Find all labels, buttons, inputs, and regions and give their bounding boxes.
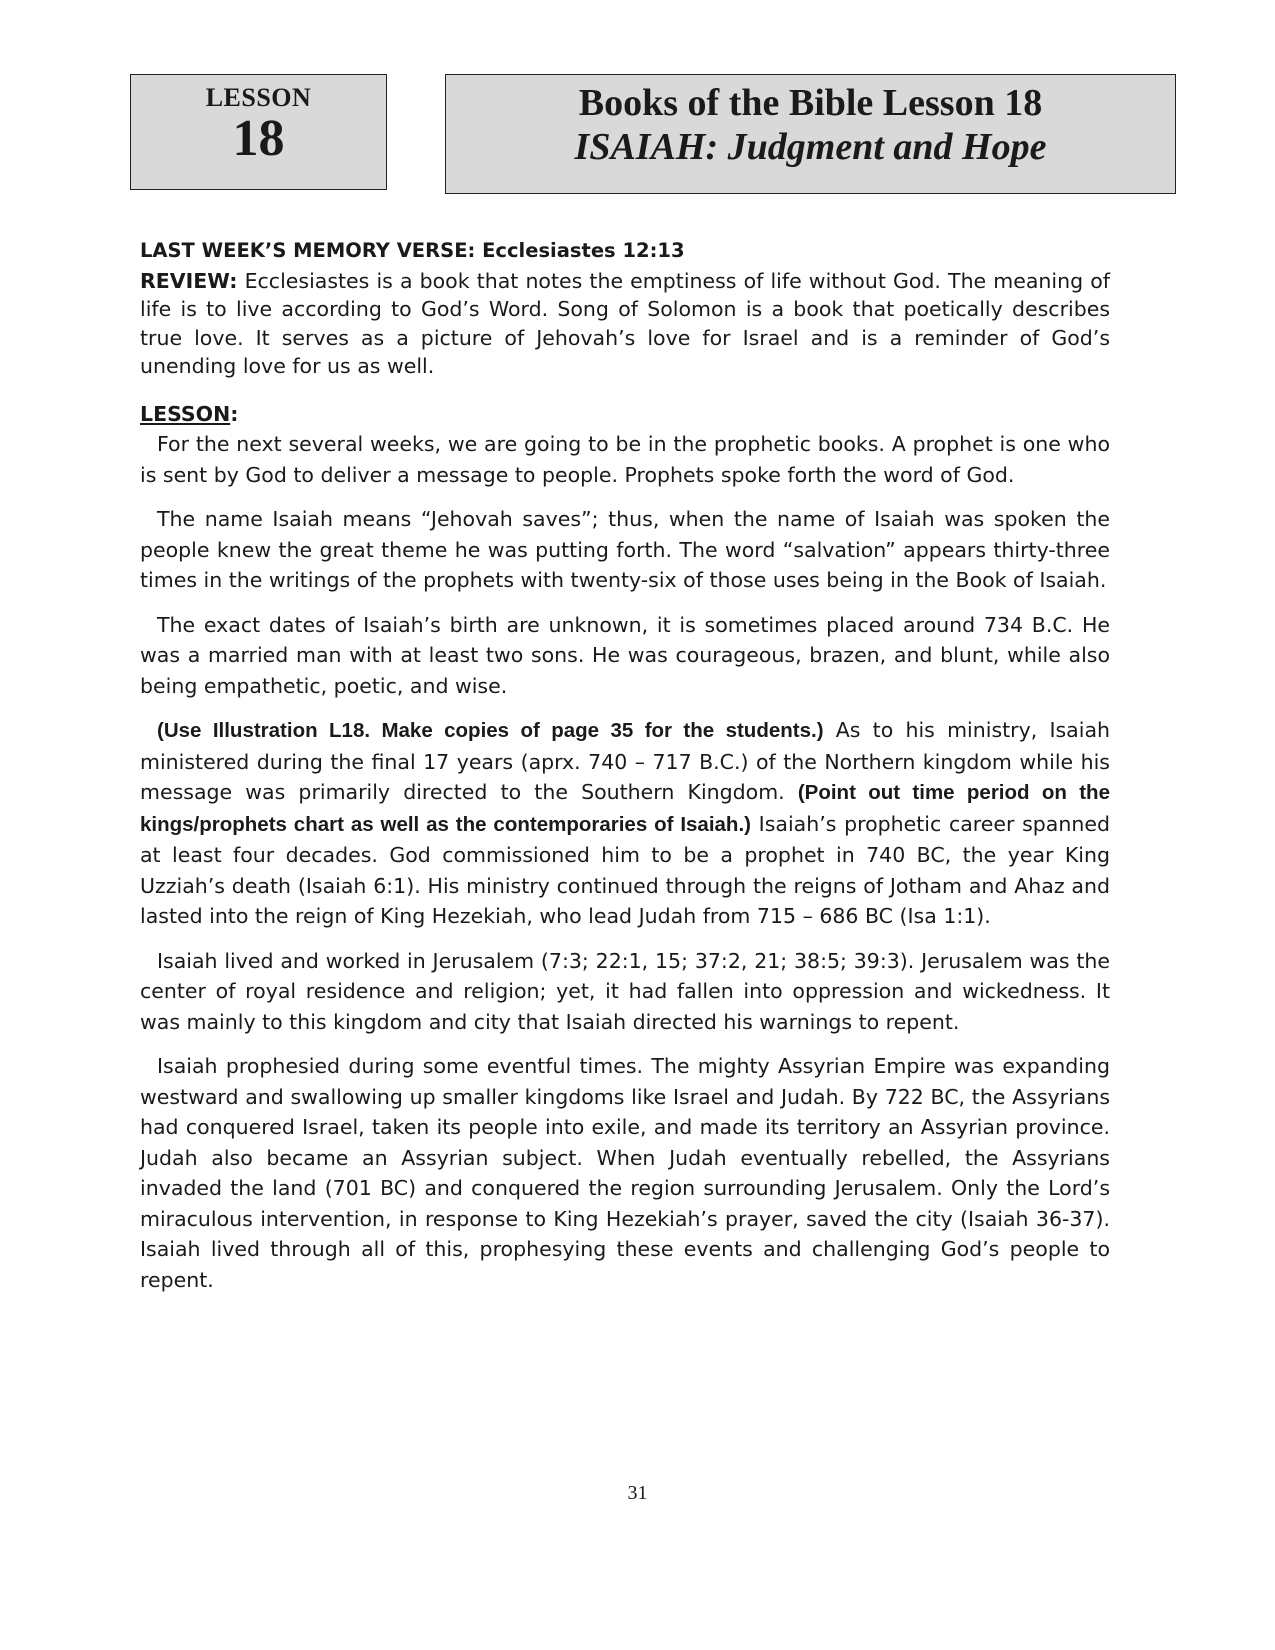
review-paragraph: [140, 267, 1110, 381]
lesson-paragraph-5: Isaiah lived and worked in Jerusalem (7:3; 22:1, 15; 37:2, 21; 38:5; 39:3). Jerusalem was the center of royal residence and religion; yet, it had fallen into oppression and wickedness. It was mainly to this kingdom and city that Isaiah directed his warnings to repent.: [140, 948, 1110, 1034]
lesson-heading: [140, 399, 1110, 430]
review-text: Ecclesiastes is a book that notes the emptiness of life without God. The meaning of life is to live according to God’s Word. Song of Solomon is a book that poetically describes true love. It serves as a picture of Jehovah’s love for Israel and is a reminder of God’s unending love for us as well.: [140, 268, 1110, 378]
lesson-paragraph-2: The name Isaiah means “Jehovah saves”; thus, when the name of Isaiah was spoken the people knew the great theme he was putting forth. The word “salvation” appears thirty-three times in the writings of the prophets with twenty-six of those uses being in the Book of Isaiah.: [140, 507, 1110, 592]
lesson-paragraph-6: Isaiah prophesied during some eventful times. The mighty Assyrian Empire was expanding westward and swallowing up smaller kingdoms like Israel and Judah. By 722 BC, the Assyrians had conquered Israel, taken its people into exile, and made its territory an Assyrian province. Judah also became an Assyrian subject. When Judah eventually rebelled, the Assyrians invaded the land (701 BC) and conquered the region surrounding Jerusalem. Only the Lord’s miraculous intervention, in response to King Hezekiah’s prayer, saved the city (Isaiah 36-37). Isaiah lived through all of this, prophesying these events and challenging God’s people to repent.: [140, 1054, 1110, 1292]
lesson-paragraph-3: The exact dates of Isaiah’s birth are unknown, it is sometimes placed around 734 B.C. He was a married man with at least two sons. He was courageous, brazen, and blunt, while also being empathetic, poetic, and wise.: [140, 612, 1110, 698]
career-text: Isaiah’s prophetic career spanned at least four decades. God commissioned him to be a prophet in 740 BC, the year King Uzziah’s death (Isaiah 6:1). His ministry continued through the reigns of Jotham and Ahaz and lasted into the reign of King Hezekiah, who lead Judah from 715 – 686 BC (Isa 1:1).: [140, 811, 1110, 928]
ministry-text: As to his ministry, Isaiah ministered during the final 17 years (aprx. 740 – 717 B.C.) of the Northern kingdom while his message was primarily directed to the Southern Kingdom.: [140, 718, 1110, 804]
document-body: [140, 236, 1110, 1295]
lesson-label: LESSON: [205, 83, 312, 112]
illustration-note: (Use Illustration L18. Make copies of page 35 for the students.): [157, 719, 824, 742]
lesson-paragraph-4: [140, 715, 1110, 932]
memory-verse: LAST WEEK’S MEMORY VERSE: Ecclesiastes 12:13: [140, 239, 685, 262]
lesson-number-box: [130, 74, 387, 190]
title-box: [445, 74, 1176, 194]
lesson-paragraph-1: For the next several weeks, we are going to be in the prophetic books. A prophet is one who is sent by God to deliver a message to people. Prophets spoke forth the word of God.: [140, 432, 1110, 487]
lesson-number: 18: [232, 110, 285, 167]
page-title: Books of the Bible Lesson 18: [578, 82, 1043, 124]
lesson-heading-colon: :: [230, 401, 239, 426]
review-label: REVIEW:: [140, 268, 238, 293]
lesson-heading-text: LESSON: [140, 401, 231, 426]
page-subtitle: ISAIAH: Judgment and Hope: [574, 126, 1047, 168]
chart-note: (Point out time period on the kings/prophets chart as well as the contemporaries of Isaiah.): [140, 781, 1110, 836]
page-number: 31: [627, 1482, 648, 1504]
